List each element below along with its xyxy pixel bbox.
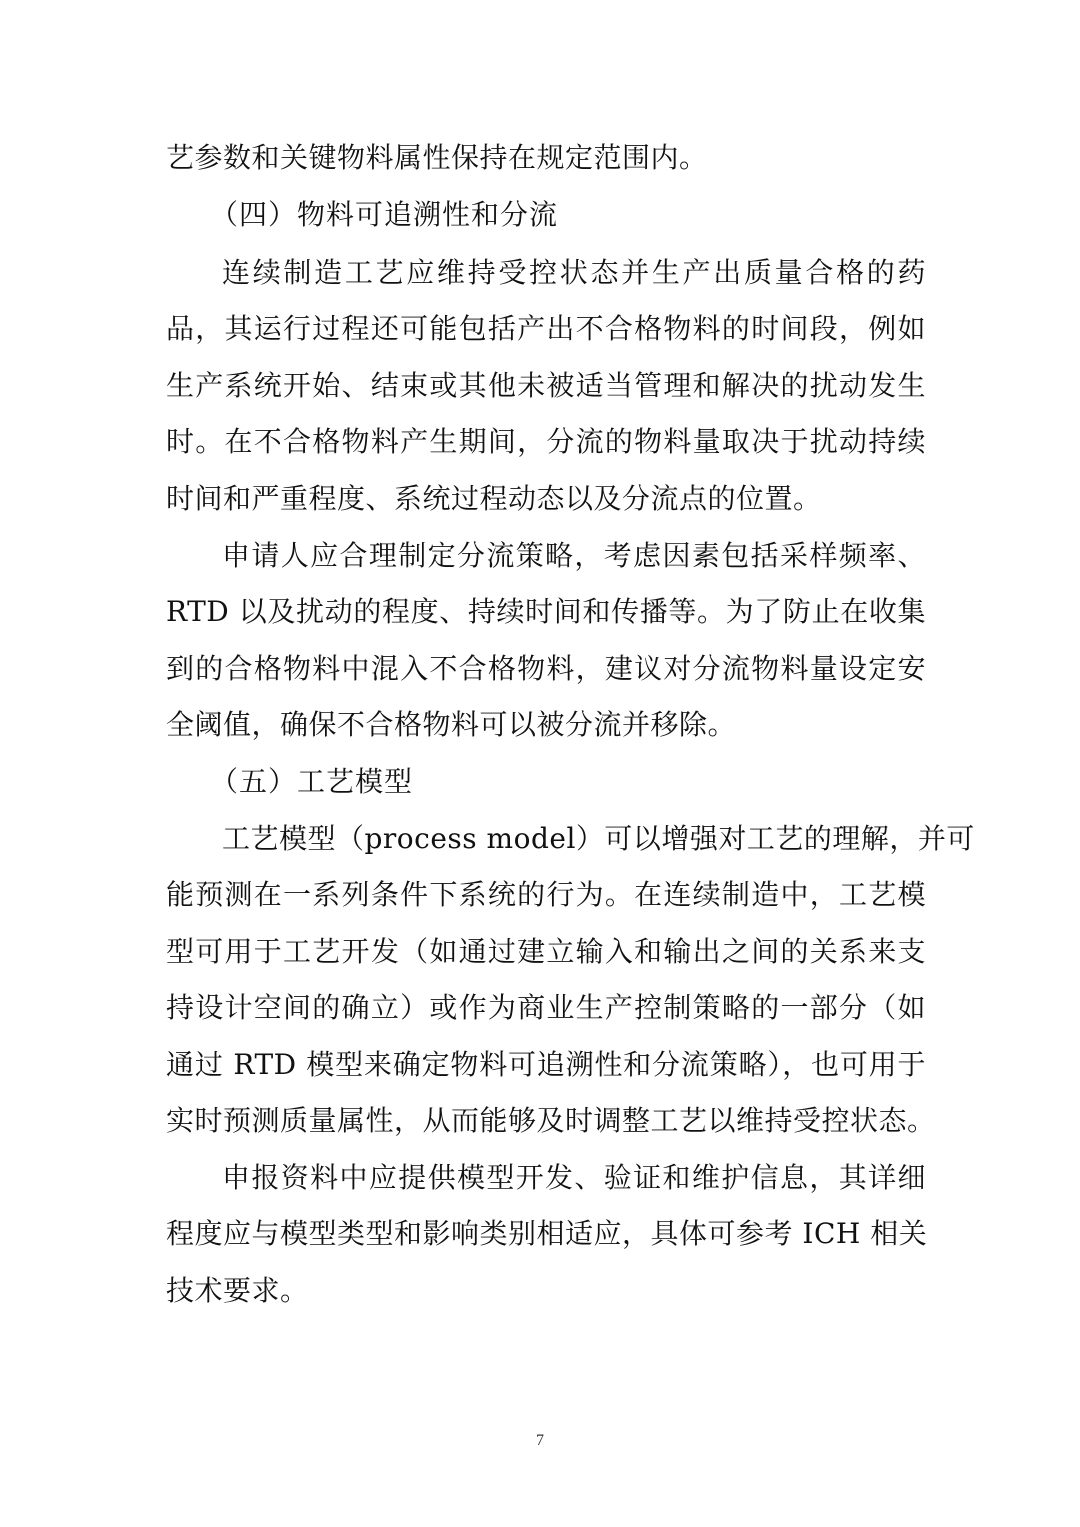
paragraph-line: 工艺模型（process model）可以增强对工艺的理解，并可 bbox=[222, 822, 975, 855]
paragraph-line: 能预测在一系列条件下系统的行为。在连续制造中，工艺模 bbox=[166, 878, 926, 911]
paragraph-line: 品，其运行过程还可能包括产出不合格物料的时间段，例如 bbox=[166, 312, 926, 345]
paragraph-line: 申请人应合理制定分流策略，考虑因素包括采样频率、 bbox=[222, 539, 926, 572]
paragraph-line: 全阈值，确保不合格物料可以被分流并移除。 bbox=[166, 708, 737, 741]
paragraph-line: 通过 RTD 模型来确定物料可追溯性和分流策略），也可用于 bbox=[166, 1048, 926, 1081]
paragraph-line: RTD 以及扰动的程度、持续时间和传播等。为了防止在收集 bbox=[166, 595, 926, 628]
paragraph-line: 生产系统开始、结束或其他未被适当管理和解决的扰动发生 bbox=[166, 369, 926, 402]
paragraph-line: 时间和严重程度、系统过程动态以及分流点的位置。 bbox=[166, 482, 822, 515]
paragraph-line: 技术要求。 bbox=[166, 1274, 309, 1307]
paragraph-line: 持设计空间的确立）或作为商业生产控制策略的一部分（如 bbox=[166, 991, 926, 1024]
page-number: 7 bbox=[536, 1432, 544, 1449]
section-heading-4: （四）物料可追溯性和分流 bbox=[210, 198, 559, 231]
paragraph-line: 到的合格物料中混入不合格物料，建议对分流物料量设定安 bbox=[166, 652, 926, 685]
paragraph-line: 实时预测质量属性，从而能够及时调整工艺以维持受控状态。 bbox=[166, 1104, 936, 1137]
paragraph-line: 程度应与模型类型和影响类别相适应，具体可参考 ICH 相关 bbox=[166, 1217, 928, 1250]
paragraph-line: 型可用于工艺开发（如通过建立输入和输出之间的关系来支 bbox=[166, 935, 926, 968]
paragraph-line: 申报资料中应提供模型开发、验证和维护信息，其详细 bbox=[222, 1161, 926, 1194]
paragraph-line: 连续制造工艺应维持受控状态并生产出质量合格的药 bbox=[222, 256, 926, 289]
paragraph-line: 艺参数和关键物料属性保持在规定范围内。 bbox=[166, 141, 708, 174]
paragraph-line: 时。在不合格物料产生期间，分流的物料量取决于扰动持续 bbox=[166, 425, 926, 458]
section-heading-5: （五）工艺模型 bbox=[210, 765, 414, 798]
